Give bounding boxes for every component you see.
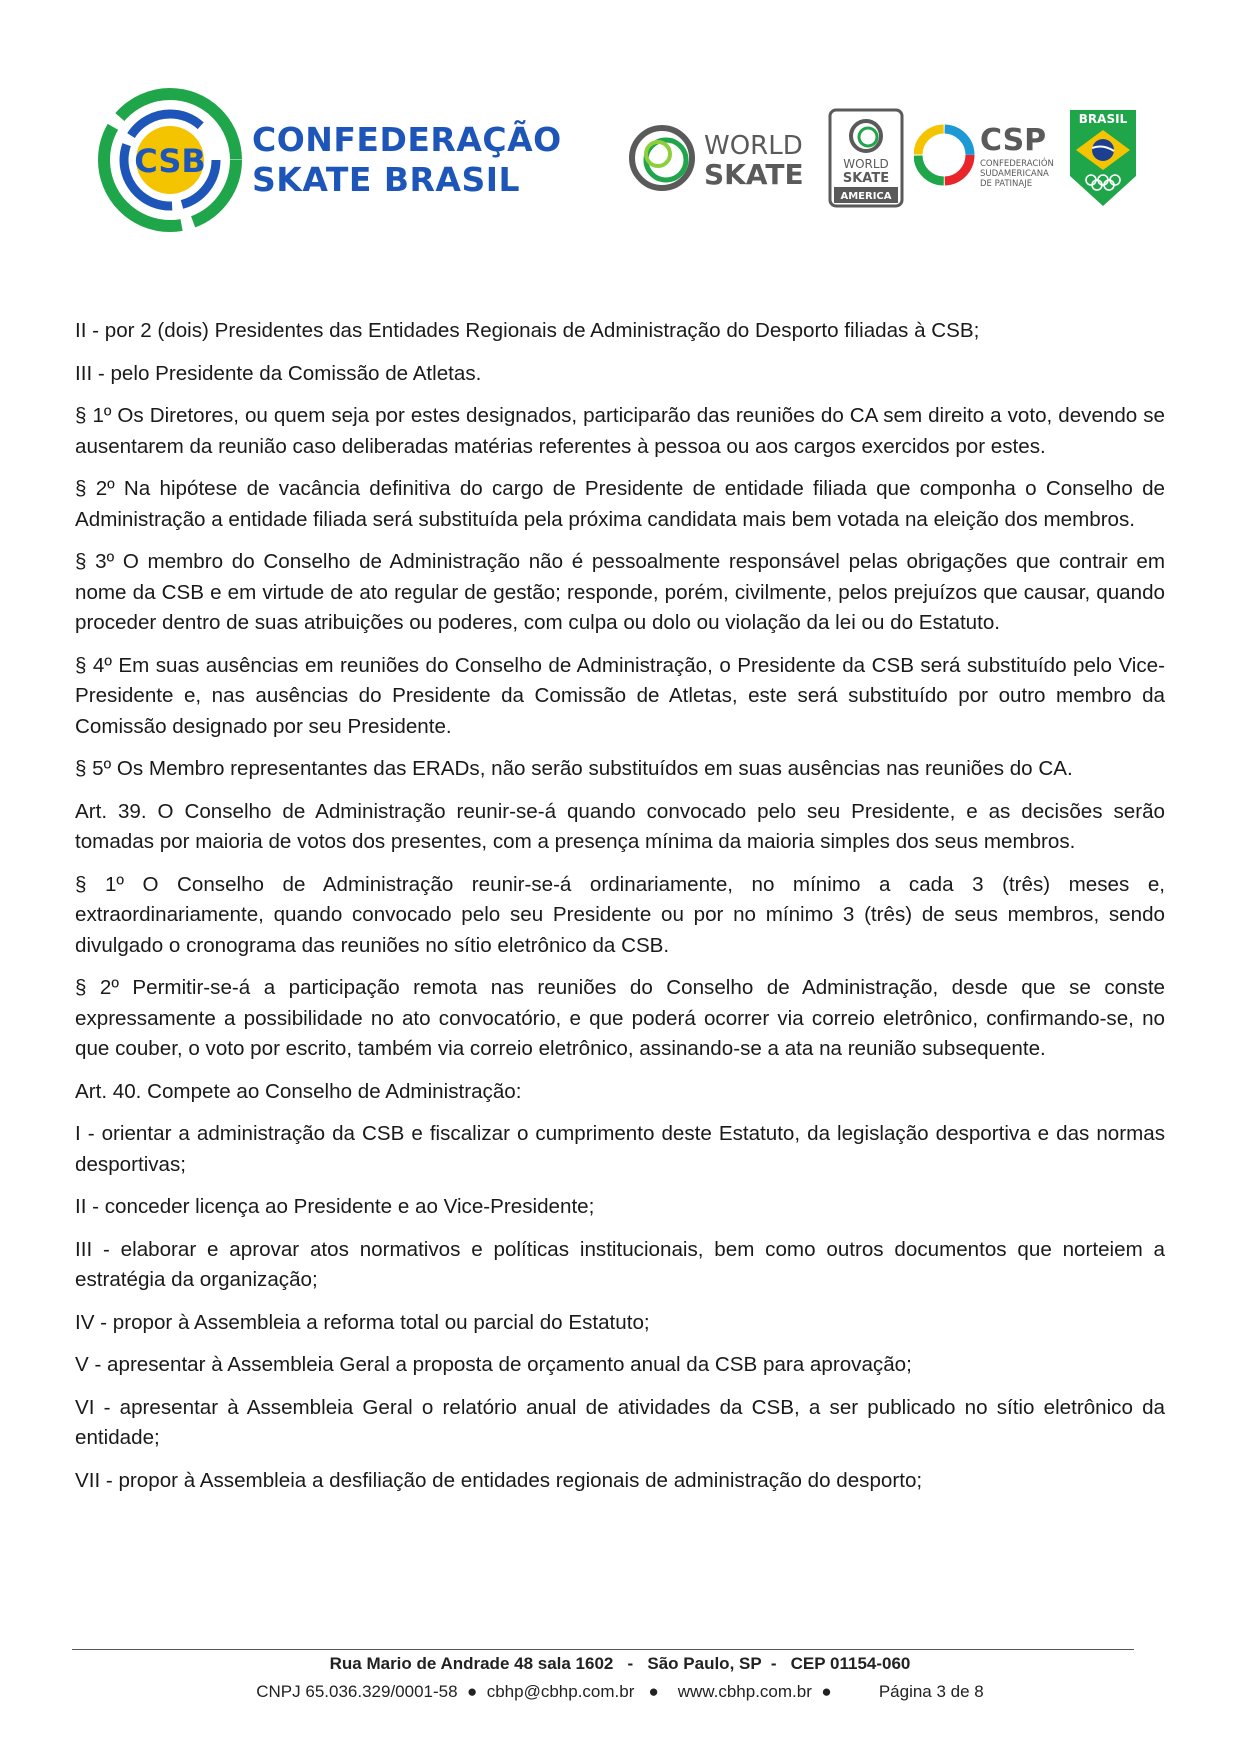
paragraph: § 5º Os Membro representantes das ERADs, não serão substituídos em suas ausências nas reuniões do CA. [75, 757, 1073, 780]
wsa-text-1: WORLD [843, 157, 889, 171]
paragraph: Art. 40. Compete ao Conselho de Administração: [75, 1079, 522, 1103]
paragraph: § 2º Permitir-se-á a participação remota nas reuniões do Conselho de Administração, desde que se conste expressamente a possibilidade no ato convocatório, e que poderá ocorrer via correio eletrônico, confirmando-se, no que couber, o voto por escrito, também via correio eletrônico, assinando-se a ata na reunião subsequente. [75, 976, 1165, 1060]
footer-contact-info: CNPJ 65.036.329/0001-58 ● cbhp@cbhp.com.br ● www.cbhp.com.br ● Página 3 de 8 [256, 1682, 984, 1701]
csb-logo-text: CSB [134, 142, 206, 180]
paragraph: § 2º Na hipótese de vacância definitiva do cargo de Presidente de entidade filiada que componha o Conselho de Administração a entidade filiada será substituída pela próxima candidata mais bem votada na eleição dos membros. [75, 477, 1165, 531]
world-skate-text-1: WORLD [704, 131, 803, 161]
footer-divider [72, 1649, 1134, 1650]
paragraph: II - por 2 (dois) Presidentes das Entidades Regionais de Administração do Desporto filiadas à CSB; [75, 319, 980, 342]
csp-title: CSP [980, 123, 1047, 158]
document-body [75, 316, 1165, 1508]
paragraph: VII - propor à Assembleia a desfiliação de entidades regionais de administração do desporto; [75, 1468, 923, 1492]
world-skate-america-logo [828, 108, 904, 208]
paragraph: Art. 39. O Conselho de Administração reunir-se-á quando convocado pelo seu Presidente, e as decisões serão tomadas por maioria de votos dos presentes, com a presença mínima da maioria simples dos seus membros. [75, 799, 1165, 853]
brasil-olympic-logo [1068, 108, 1138, 208]
paragraph: IV - propor à Assembleia a reforma total ou parcial do Estatuto; [75, 1310, 650, 1334]
page-header [0, 0, 1240, 260]
paragraph: III - pelo Presidente da Comissão de Atletas. [75, 361, 482, 385]
paragraph: II - conceder licença ao Presidente e ao Vice-Presidente; [75, 1195, 595, 1218]
paragraph: § 3º O membro do Conselho de Administração não é pessoalmente responsável pelas obrigações que contrair em nome da CSB e em virtude de ato regular de gestão; responde, porém, civilmente, pelos prejuízos que causar, quando proceder dentro de suas atribuições ou poderes, com culpa ou dolo ou violação da lei ou do Estatuto. [75, 550, 1165, 634]
paragraph: III - elaborar e aprovar atos normativos e políticas institucionais, bem como outros documentos que norteiem a estratégia da organização; [75, 1237, 1165, 1291]
wsa-text-3: AMERICA [840, 191, 892, 202]
paragraph: § 1º Os Diretores, ou quem seja por estes designados, participarão das reuniões do CA sem direito a voto, devendo se ausentarem da reunião caso deliberadas matérias referentes à pessoa ou aos cargos exercidos por estes. [75, 404, 1165, 458]
csb-logo [96, 86, 244, 234]
footer-address: Rua Mario de Andrade 48 sala 1602 - São Paulo, SP - CEP 01154-060 [329, 1654, 911, 1673]
wsa-text-2: SKATE [842, 171, 890, 186]
csb-name-line-1: CONFEDERAÇÃO [252, 120, 562, 159]
brasil-label: BRASIL [1078, 112, 1128, 126]
paragraph: § 1º O Conselho de Administração reunir-se-á ordinariamente, no mínimo a cada 3 (três) meses e, extraordinariamente, quando convocado pelo seu Presidente ou por no mínimo 3 (três) de seus membros, sendo divulgado o cronograma das reuniões no sítio eletrônico da CSB. [75, 872, 1165, 957]
csb-organization-name [252, 120, 562, 200]
csb-name-line-2: SKATE BRASIL [252, 160, 521, 199]
csp-sub-2: SUDAMERICANA [980, 169, 1049, 179]
world-skate-text-2: SKATE [704, 158, 804, 191]
paragraph: § 4º Em suas ausências em reuniões do Conselho de Administração, o Presidente da CSB será substituído pelo Vice-Presidente e, nas ausências do Presidente da Comissão de Atletas, este será substituído por outro membro da Comissão designado por seu Presidente. [75, 653, 1165, 738]
csp-logo [914, 114, 1054, 196]
csp-sub-1: CONFEDERACIÓN [980, 159, 1054, 169]
csp-sub-3: DE PATINAJE [980, 179, 1033, 189]
paragraph: VI - apresentar à Assembleia Geral o relatório anual de atividades da CSB, a ser publicado no sítio eletrônico da entidade; [75, 1395, 1165, 1449]
paragraph: V - apresentar à Assembleia Geral a proposta de orçamento anual da CSB para aprovação; [75, 1353, 912, 1376]
paragraph: I - orientar a administração da CSB e fiscalizar o cumprimento deste Estatuto, da legislação desportiva e das normas desportivas; [75, 1122, 1165, 1176]
world-skate-logo [628, 122, 814, 194]
